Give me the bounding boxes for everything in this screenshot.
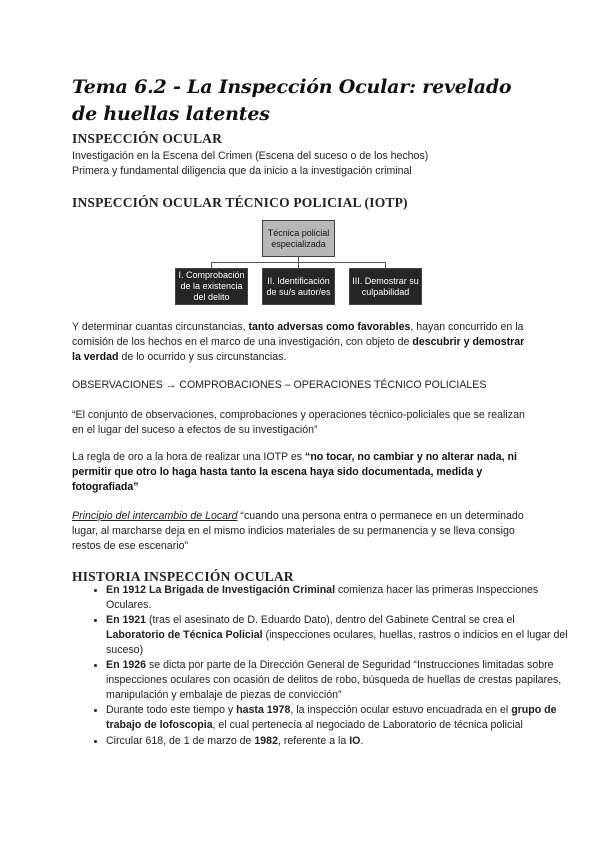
definition-line-2: Primera y fundamental diligencia que da inicio a la investigación criminal	[72, 165, 412, 177]
diagram-child-comprobacion: I. Comprobación de la existencia del delito	[175, 268, 248, 305]
list-item: • En 1926 se dicta por parte de la Dirección General de Seguridad “Instrucciones limitadas sobre inspecciones oculares con ocasión de delitos de robo, búsqueda de huellas de crestas papilares, manipulación y embalaje de piezas de convicción”	[106, 658, 576, 702]
definition-quote: “El conjunto de observaciones, comprobaciones y operaciones técnico-policiales que se realizan en el lugar del suceso a efectos de su investigación”	[72, 409, 525, 437]
observaciones-line: OBSERVACIONES → COMPROBACIONES – OPERACIONES TÉCNICO POLICIALES	[72, 379, 487, 391]
diagram-root-box: Técnica policial especializada	[262, 220, 335, 257]
definition-line-1: Investigación en la Escena del Crimen (Escena del suceso o de los hechos)	[72, 150, 429, 162]
locard-paragraph: Principio del intercambio de Locard “cuando una persona entra o permanece en un determinado lugar, al marcharse deja en el mismo indicios materiales de su permanencia y se lleva consigo restos de ese escenario”	[72, 510, 524, 553]
list-item: • Durante todo este tiempo y hasta 1978, la inspección ocular estuvo encuadrada en el grupo de trabajo de lofoscopia, el cual pertenecía al negociado de Laboratorio de técnica policial	[106, 703, 576, 732]
diagram-child-culpabilidad: III. Demostrar su culpabilidad	[349, 268, 422, 305]
page-title: Tema 6.2 - La Inspección Ocular: revelado de huellas latentes	[72, 76, 512, 125]
section-heading-historia: HISTORIA INSPECCIÓN OCULAR	[72, 569, 294, 584]
list-item: • En 1912 La Brigada de Investigación Criminal comienza hacer las primeras Inspecciones Oculares.	[106, 583, 576, 612]
section-heading-inspeccion-ocular: INSPECCIÓN OCULAR	[72, 131, 223, 146]
section-heading-iotp: INSPECCIÓN OCULAR TÉCNICO POLICIAL (IOTP)	[72, 195, 408, 210]
regla-de-oro-paragraph: La regla de oro a la hora de realizar una IOTP es “no tocar, no cambiar y no alterar nada, ni permitir que otro lo haga hasta tanto la escena haya sido documentada, medida y fotografiada”	[72, 451, 517, 494]
history-list	[72, 583, 576, 749]
list-item: • En 1921 (tras el asesinato de D. Eduardo Dato), dentro del Gabinete Central se crea el Laboratorio de Técnica Policial (inspecciones oculares, huellas, rastros o indicios en el lugar del suceso)	[106, 613, 576, 657]
paragraph-circunstancias: Y determinar cuantas circunstancias, tanto adversas como favorables, hayan concurrido en la comisión de los hechos en el marco de una investigación, con objeto de descubrir y demostrar la verdad de lo ocurrido y sus circunstancias.	[72, 321, 525, 364]
diagram-child-identificacion: II. Identificación de su/s autor/es	[262, 268, 335, 305]
locard-link[interactable]: Principio del intercambio de Locard	[72, 510, 238, 522]
list-item: • Circular 618, de 1 de marzo de 1982, referente a la IO.	[106, 734, 576, 749]
